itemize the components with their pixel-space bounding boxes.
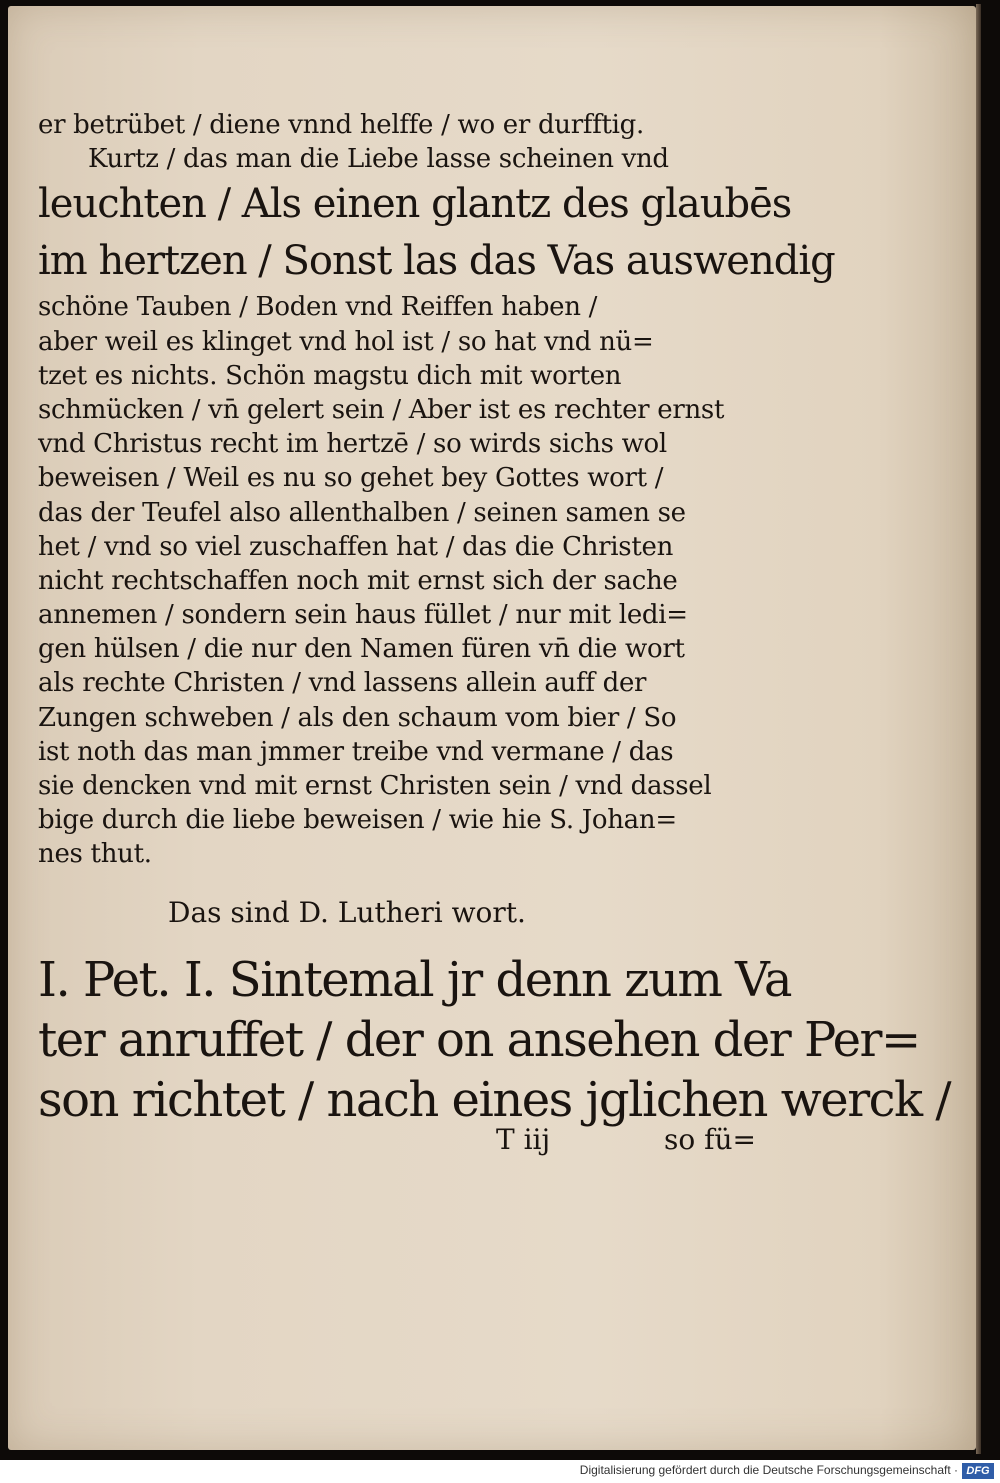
text-line: Zungen schweben / als den schaum vom bier / So <box>38 702 677 733</box>
text-line: bige durch die liebe beweisen / wie hie S. Johan= <box>38 805 677 836</box>
text-line: het / vnd so viel zuschaffen hat / das die Christen <box>38 531 674 562</box>
text-line: sie dencken vnd mit ernst Christen sein / vnd dassel <box>38 771 712 801</box>
text-line: ist noth das man jmmer treibe vnd vermane / das <box>38 736 674 767</box>
verse-line: I. Pet. I. Sintemal jr denn zum Va <box>38 952 792 1008</box>
text-line: schöne Tauben / Boden vnd Reiffen haben / <box>38 292 598 323</box>
text-line: schmücken / vn̄ gelert sein / Aber ist es rechter ernst <box>38 394 725 425</box>
verse-line: ter anruffet / der on ansehen der Per= <box>38 1012 920 1068</box>
text-line: nicht rechtschaffen noch mit ernst sich der sache <box>38 565 678 596</box>
page-edge <box>976 4 981 1454</box>
text-line: beweisen / Weil es nu so gehet bey Gottes wort / <box>38 463 664 494</box>
text-line: Kurtz / das man die Liebe lasse scheinen vnd <box>88 144 669 175</box>
verse-line: son richtet / nach eines jglichen werck / <box>38 1072 951 1128</box>
caption-luther-words: Das sind D. Lutheri wort. <box>168 896 526 929</box>
text-line: im hertzen / Sonst las das Vas auswendig <box>38 238 835 285</box>
text-line: tzet es nichts. Schön magstu dich mit worten <box>38 360 622 391</box>
body-text <box>38 108 835 872</box>
dfg-logo-icon: DFG <box>962 1463 994 1479</box>
text-line: er betrübet / diene vnnd helffe / wo er durfftig. <box>38 110 644 140</box>
page-foot <box>38 1120 760 1160</box>
text-line: vnd Christus recht im hertzē / so wirds sichs wol <box>38 429 667 460</box>
text-line: das der Teufel also allenthalben / seinen samen se <box>38 497 686 528</box>
catchword: so fü= <box>664 1123 756 1156</box>
text-line: aber weil es klinget vnd hol ist / so hat vnd nü= <box>38 326 654 357</box>
signature-mark: T iij <box>496 1123 551 1156</box>
scripture-quote <box>38 950 951 1130</box>
funding-credit: Digitalisierung gefördert durch die Deutsche Forschungsgemeinschaft · <box>579 1463 958 1477</box>
text-line: nes thut. <box>38 839 152 870</box>
text-line: leuchten / Als einen glantz des glaubēs <box>38 181 792 228</box>
text-line: gen hülsen / die nur den Namen füren vn̄ die wort <box>38 634 685 665</box>
text-line: annemen / sondern sein haus füllet / nur mit ledi= <box>38 600 688 631</box>
text-line: als rechte Christen / vnd lassens allein auff der <box>38 668 647 699</box>
